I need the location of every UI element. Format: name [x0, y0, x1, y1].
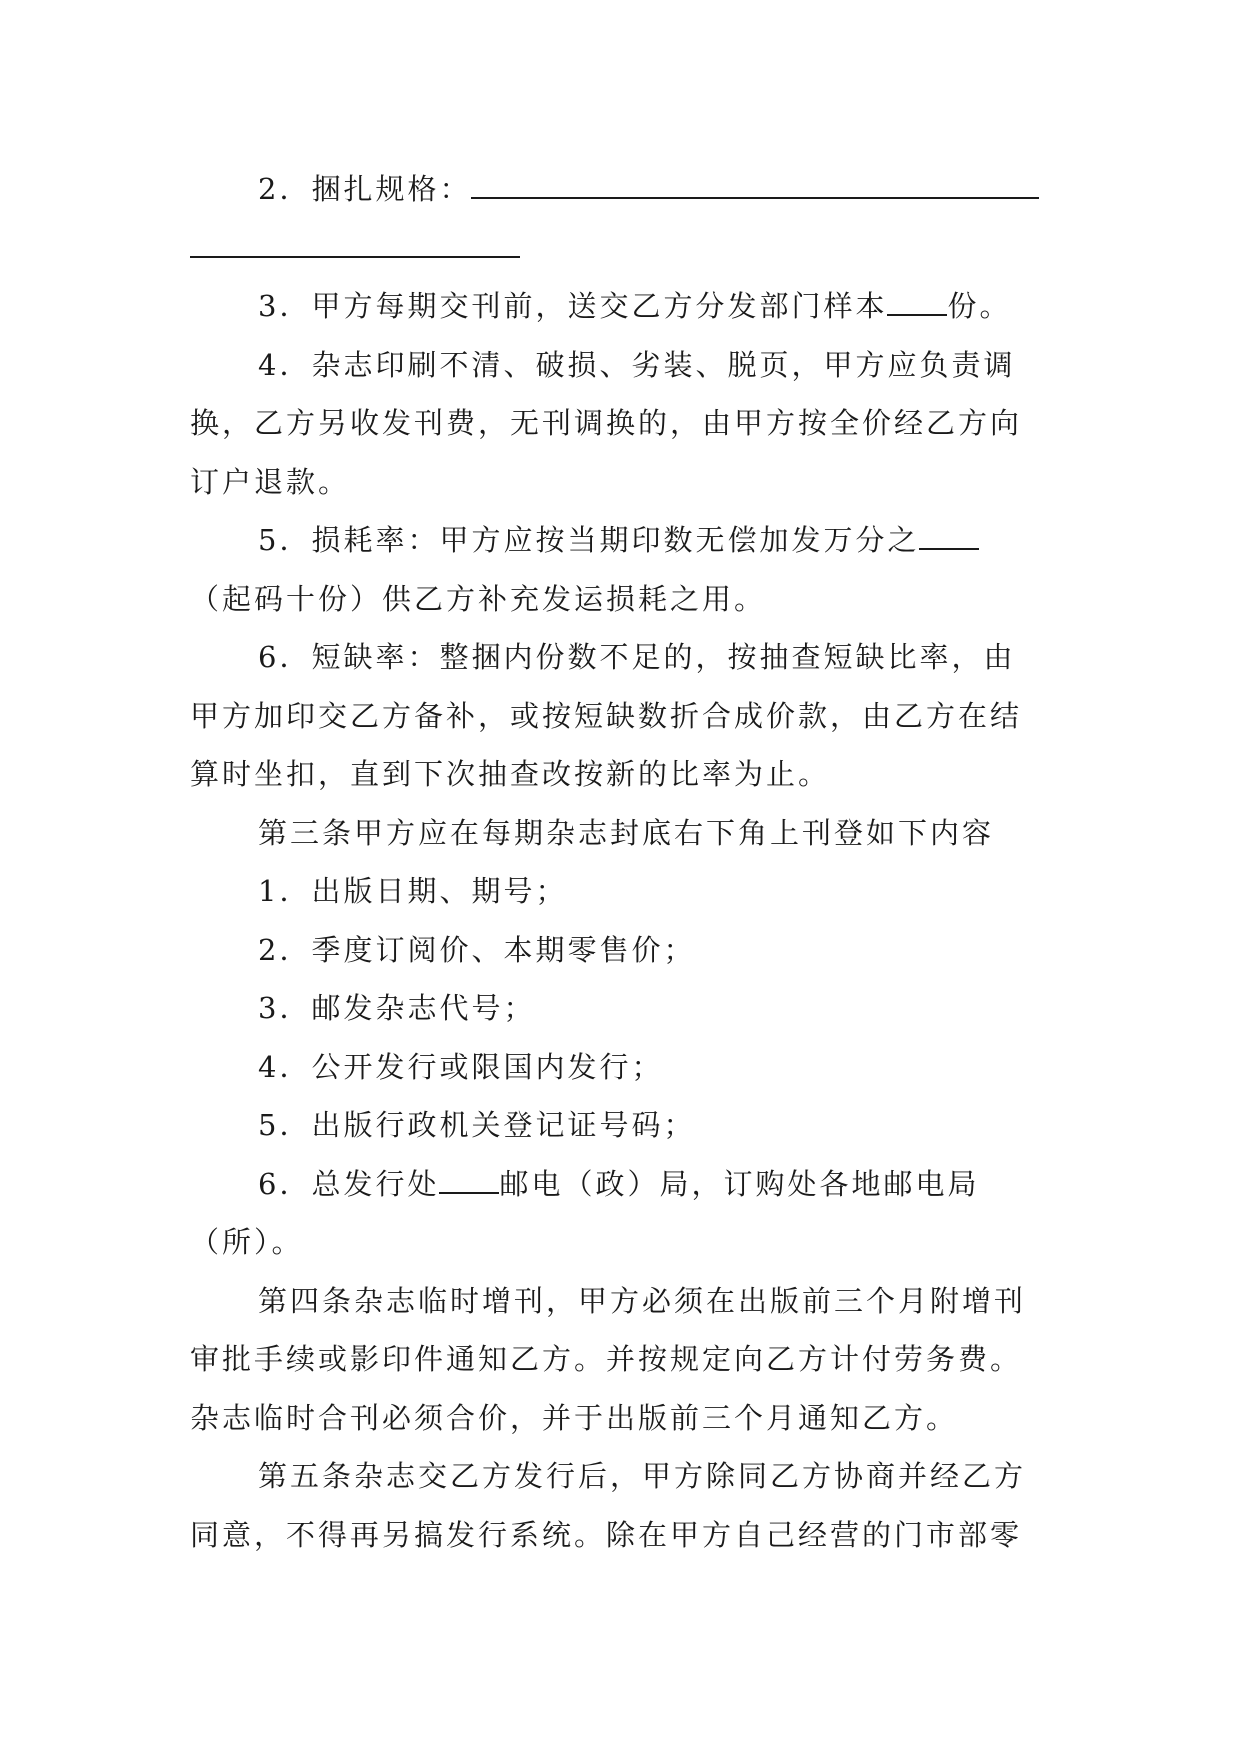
item-sample-copies: 3．甲方每期交刊前，送交乙方分发部门样本 份。 — [258, 289, 1012, 323]
item-print-defects-line3: 订户退款。 — [190, 464, 351, 499]
item-wastage-rate-line2: （起码十份）供乙方补充发运损耗之用。 — [190, 581, 767, 616]
item-binding-spec-continued — [190, 219, 1060, 278]
article-5-line1: 第五条杂志交乙方发行后，甲方除同乙方协商并经乙方 — [258, 1459, 1027, 1493]
article-3-item-3: 3．邮发杂志代号； — [258, 991, 536, 1025]
article-5-line2: 同意，不得再另搞发行系统。除在甲方自己经营的门市部零 — [190, 1517, 1023, 1552]
item-shortage-rate-line2: 甲方加印交乙方备补，或按短缺数折合成价款，由乙方在结 — [190, 698, 1023, 733]
document-body — [190, 160, 1060, 1564]
item-binding-spec — [190, 160, 1060, 219]
sample-count-blank — [887, 288, 947, 316]
article-4-line2: 审批手续或影印件通知乙方。并按规定向乙方计付劳务费。 — [190, 1342, 1023, 1376]
item-print-defects-line1: 4．杂志印刷不清、破损、劣装、脱页，甲方应负责调 — [258, 347, 1016, 382]
article-3-title: 第三条甲方应在每期杂志封底右下角上刊登如下内容 — [258, 815, 995, 850]
article-3-item-6: 6．总发行处 邮电（政）局，订购处各地邮电局 — [258, 1166, 980, 1201]
item-print-defects-line2: 换，乙方另收发刊费，无刊调换的，由甲方按全价经乙方向 — [190, 406, 1023, 440]
article-4-line3: 杂志临时合刊必须合价，并于出版前三个月通知乙方。 — [190, 1400, 959, 1435]
article-3-item-2: 2．季度订阅价、本期零售价； — [258, 932, 696, 967]
item-shortage-rate-line1: 6．短缺率：整捆内份数不足的，按抽查短缺比率，由 — [258, 640, 1016, 674]
article-3-item-6-continued: （所）。 — [190, 1225, 304, 1259]
item-binding-spec-label: 2．捆扎规格： — [258, 172, 472, 206]
article-4-line1: 第四条杂志临时增刊，甲方必须在出版前三个月附增刊 — [258, 1283, 1027, 1318]
post-office-blank — [439, 1166, 499, 1194]
article-3-item-4: 4．公开发行或限国内发行； — [258, 1049, 664, 1084]
fill-in-blank-line-continued — [190, 230, 520, 258]
wastage-rate-blank — [919, 522, 979, 550]
fill-in-blank-line — [471, 171, 1039, 199]
article-3-item-5: 5．出版行政机关登记证号码； — [258, 1108, 696, 1142]
article-3-item-1: 1．出版日期、期号； — [258, 874, 568, 908]
item-shortage-rate-line3: 算时坐扣，直到下次抽查改按新的比率为止。 — [190, 757, 831, 791]
item-wastage-rate-line1: 5．损耗率：甲方应按当期印数无偿加发万分之 — [190, 511, 1060, 570]
